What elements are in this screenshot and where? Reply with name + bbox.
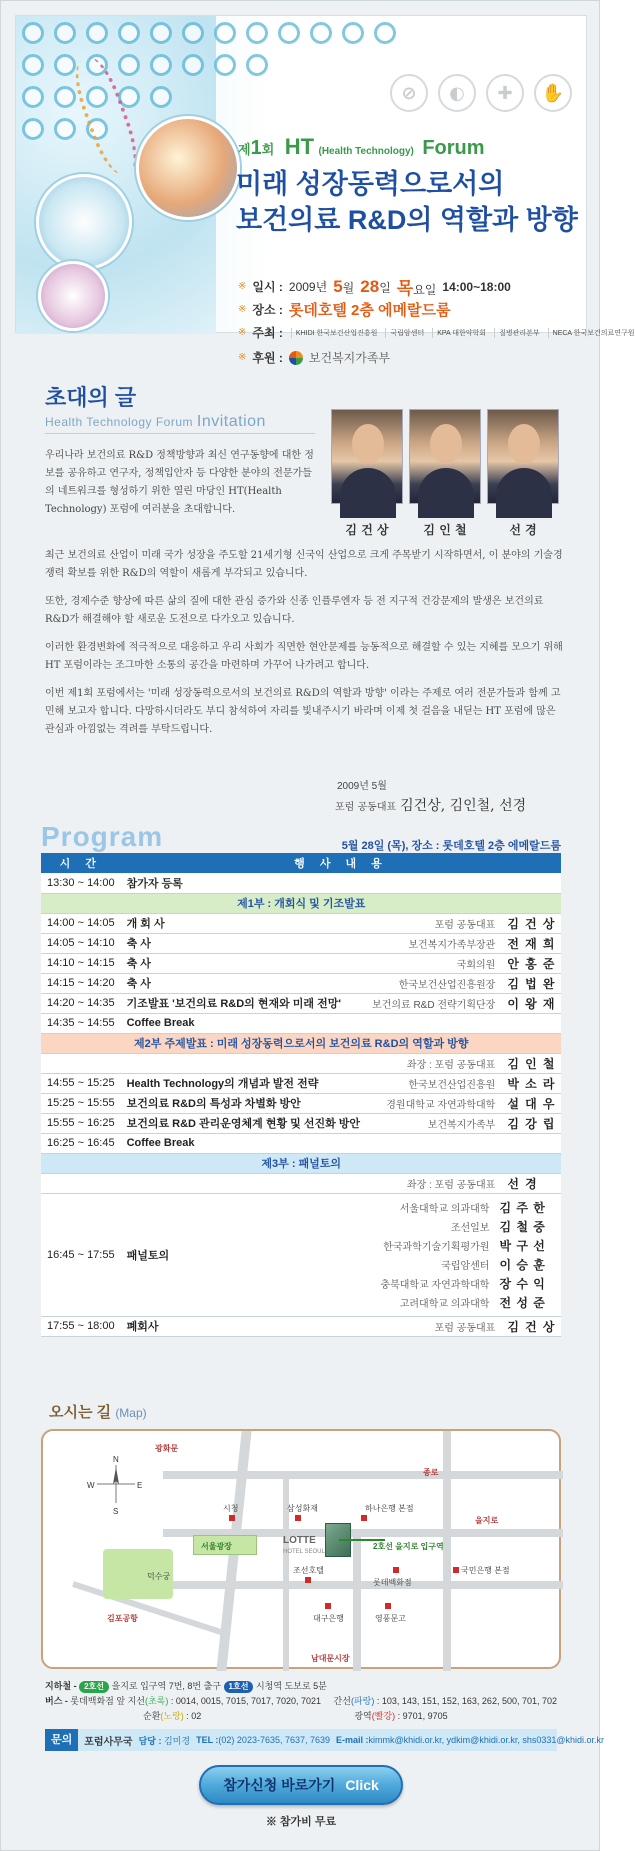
invitation-paragraph-1: 우리나라 보건의료 R&D 정책방향과 최신 연구동향에 대한 정보를 공유하고 연구자, 정책입안자 등 다양한 분야의 전문가들의 네트워크를 형성하기 위한 열린 마당인 HT(Health Technology) 포럼에 여러분을 초대합니다. — [45, 450, 314, 515]
part2-header: 제2부 주제발표 : 미래 성장동력으로서의 보건의료 R&D의 역할과 방향 — [41, 1033, 561, 1053]
map-label-lotte: LOTTE — [283, 1535, 316, 1546]
invitation-body — [45, 547, 567, 749]
map-label-deoksugung: 덕수궁 — [147, 1572, 171, 1581]
map-label-gimpo: 김포공항 — [107, 1614, 138, 1623]
panel-member: 한국과학기술기획평가원 박 구 선 — [383, 1238, 546, 1253]
program-section — [41, 821, 561, 1337]
map-label-station: 2호선 을지로 입구역 — [373, 1542, 444, 1551]
rep-card: 김 건 상 — [331, 409, 403, 538]
scientist-photo-circle — [136, 116, 240, 220]
panel-row: 16:45 ~ 17:55 패널토의 서울대학교 의과대학 김 주 한 조선일보 김 철 중 한국과학기술기획평가원 박 구 선 국립암센터 이 승 훈 충북대학교 자연과학대학 장 수 익 고려대학교 의과대학 전 성 준 — [41, 1193, 561, 1316]
representative-photos — [331, 409, 559, 538]
panel-member-list — [372, 1198, 555, 1312]
host-logo-kpa: KPA 대한약학회 — [432, 328, 486, 338]
lab-photo-circle — [36, 174, 132, 270]
bullet-mark-icon: ※ — [238, 281, 247, 292]
bullet-mark-icon: ※ — [238, 304, 247, 315]
rep-photo — [409, 409, 481, 504]
invitation-paragraph-5: 이번 제1회 포럼에서는 '미래 성장동력으로서의 보건의료 R&D의 역할과 방향' 이라는 주제로 여러 전문가들과 함께 고민해 보고자 합니다. 다망하시더라도 부디 참석하여 자리를 빛내주시기 바라며 이제 첫 걸음을 내딛는 HT 포럼에 많은 관심과 아낌없는 격려를 부탁드립니다. — [45, 688, 561, 735]
table-row: 좌장 : 포럼 공동대표 김 인 철 — [41, 1053, 561, 1073]
hands-icon: ✋ — [534, 74, 572, 112]
map-label-chosun: 조선호텔 — [293, 1566, 324, 1575]
forum-ht-sub: (Health Technology) — [318, 146, 414, 157]
host-logo-ncc: 국립암센터 — [385, 328, 424, 338]
contact-email-link[interactable]: kimmk@khidi.or.kr, ydkim@khidi.or.kr, shs0331@khidi.or.kr — [368, 1735, 605, 1745]
map-label-hana: 하나은행 본점 — [365, 1504, 414, 1513]
map-label-euljiro: 을지로 — [475, 1516, 499, 1525]
table-row: 14:00 ~ 14:05 개 회 사 포럼 공동대표 김 건 상 — [41, 913, 561, 933]
invitation-paragraph-4: 이러한 환경변화에 적극적으로 대응하고 우리 사회가 직면한 현안문제를 능동적으로 해결할 수 있는 지혜를 모으기 위해 HT 포럼이라는 조그마한 소통의 공간을 마련하며 가꾸어 나가려고 합니다. — [45, 642, 563, 671]
invitation-title: 초대의 글 — [45, 385, 137, 410]
invitation-date: 2009년 5월 — [337, 781, 387, 792]
table-row: 13:30 ~ 14:00 참가자 등록 — [41, 873, 561, 893]
forum-ht: HT — [284, 134, 315, 159]
forum-heading: 제1회 HT (Health Technology) Forum — [238, 134, 485, 159]
medical-cross-icon: ✚ — [486, 74, 524, 112]
event-date: ※ 일시 : 2009년 5월 28일 목요일 14:00~18:00 — [238, 276, 511, 298]
forum-title: 미래 성장동력으로서의 보건의료 R&D의 역할과 방향 — [236, 169, 578, 235]
header-icon-row — [390, 74, 572, 112]
map-label-daegu: 대구은행 — [313, 1614, 344, 1623]
header-banner — [15, 15, 635, 365]
table-header: 시 간 행 사 내 용 — [41, 853, 561, 873]
table-row: 14:20 ~ 14:35 기조발표 '보건의료 R&D의 현재와 미래 전망' 보건의료 R&D 전략기획단장 이 왕 재 — [41, 993, 561, 1013]
panel-member: 서울대학교 의과대학 김 주 한 — [399, 1200, 546, 1215]
capsule-icon: ⊘ — [390, 74, 428, 112]
invitation-section — [15, 381, 587, 814]
test-tube-photo-circle — [38, 261, 108, 331]
location-map: N S W E 광화문 종로 시청 삼성화재 하나은행 본점 을지로 서울광장 LOTTE HOTEL SEOUL 2호선 을지로 입구역 덕수궁 조선호텔 롯데백화점 국민은행 본점 김포공항 대구은행 영풍문고 남대문시장 — [41, 1429, 561, 1669]
map-label-youngpoong: 영풍문고 — [375, 1614, 406, 1623]
table-row: 16:25 ~ 16:45 Coffee Break — [41, 1133, 561, 1153]
map-label-gwanghwamun: 광화문 — [155, 1444, 179, 1453]
table-row: 14:55 ~ 15:25 Health Technology의 개념과 발전 전략 한국보건산업진흥원 박 소 라 — [41, 1073, 561, 1093]
forum-word: Forum — [422, 137, 485, 159]
bullet-mark-icon: ※ — [238, 352, 247, 363]
table-row: 좌장 : 포럼 공동대표 선 경 — [41, 1173, 561, 1193]
event-host: ※ 주최 : KHIDI 한국보건산업진흥원 국립암센터 KPA 대한약학회 질병관리본부 NECA 한국보건의료연구원 — [238, 326, 635, 340]
invitation-paragraph-3: 또한, 경제수준 향상에 따른 삶의 질에 대한 관심 증가와 신종 인플루엔자 등 전 지구적 건강문제의 발생은 보건의료 R&D가 해결해야 할 새로운 도전으로 다가오고 있습니다. — [45, 596, 544, 625]
program-table — [41, 853, 561, 1337]
program-when: 5월 28일 (목), 장소 : 롯데호텔 2층 에메랄드룸 — [341, 840, 561, 852]
ministry-logo-icon — [289, 351, 303, 365]
table-row: 14:15 ~ 14:20 축 사 한국보건산업진흥원장 김 법 완 — [41, 973, 561, 993]
map-label-jongno: 종로 — [423, 1468, 439, 1477]
compass-icon — [91, 1459, 141, 1509]
map-label-namdaemun: 남대문시장 — [311, 1654, 350, 1663]
bus-info-2: 순환(노랑) : 02 광역(빨강) : 9701, 9705 — [143, 1711, 448, 1721]
rep-photo — [331, 409, 403, 504]
invitation-subtitle: Health Technology Forum Invitation — [45, 413, 266, 430]
map-label-plaza: 서울광장 — [201, 1542, 232, 1551]
table-row: 14:05 ~ 14:10 축 사 보건복지가족부장관 전 재 희 — [41, 933, 561, 953]
organ-icon: ◐ — [438, 74, 476, 112]
line2-badge: 2호선 — [79, 1681, 109, 1693]
host-logo-kcdc: 질병관리본부 — [494, 328, 540, 338]
map-label-lotte-dept: 롯데백화점 — [373, 1578, 412, 1587]
transit-info — [45, 1679, 557, 1724]
map-label-kookmin: 국민은행 본점 — [461, 1566, 510, 1575]
host-logo-neca: NECA 한국보건의료연구원 — [548, 328, 635, 338]
panel-member: 국립암센터 이 승 훈 — [441, 1257, 546, 1272]
line1-badge: 1호선 — [224, 1681, 254, 1693]
event-place: ※ 장소 : 롯데호텔 2층 에메랄드룸 — [238, 302, 451, 319]
subway-info: 지하철 - 2호선 을지로 입구역 7번, 8번 출구 1호선 시청역 도보로 5분 — [45, 1681, 327, 1691]
rep-photo — [487, 409, 559, 504]
table-row: 14:10 ~ 14:15 축 사 국회의원 안 홍 준 — [41, 953, 561, 973]
table-row: 15:25 ~ 15:55 보건의료 R&D의 특성과 차별화 방안 경원대학교 자연과학대학 설 대 우 — [41, 1093, 561, 1113]
table-row: 14:35 ~ 14:55 Coffee Break — [41, 1013, 561, 1033]
map-label-samsung: 삼성화재 — [287, 1504, 318, 1513]
event-sponsor: ※ 후원 : 보건복지가족부 — [238, 351, 391, 365]
panel-member: 고려대학교 의과대학 전 성 준 — [399, 1295, 546, 1310]
rep-card: 김 인 철 — [409, 409, 481, 538]
contact-bar: 문의 포럼사무국 담당 : 김미경 TEL :(02) 2023-7635, 7637, 7639 E-mail :kimmk@khidi.or.kr, ydkim@khidi.or.kr, shs0331@khidi.or.kr — [45, 1729, 557, 1751]
rep-card: 선 경 — [487, 409, 559, 538]
contact-badge: 문의 — [45, 1729, 78, 1751]
invitation-paragraph-2: 최근 보건의료 산업이 미래 국가 성장을 주도할 21세기형 신국익 산업으로 크게 주목받기 시작하면서, 이 분야의 기술경쟁력 확보를 위한 R&D의 역할이 새롭게 부각되고 있습니다. — [45, 550, 563, 579]
bullet-mark-icon: ※ — [238, 327, 247, 338]
host-logo-khidi: KHIDI 한국보건산업진흥원 — [291, 328, 377, 338]
bus-info: 버스 - 롯데백화점 앞 지선(초록) : 0014, 0015, 7015, 7017, 7020, 7021 간선(파랑) : 103, 143, 151, 152, 163, 262, 500, 701, 702 — [45, 1696, 557, 1706]
panel-member: 조선일보 김 철 중 — [450, 1219, 546, 1234]
panel-member: 충북대학교 자연과학대학 장 수 익 — [380, 1276, 546, 1291]
part3-header: 제3부 : 패널토의 — [41, 1153, 561, 1173]
fee-note: ※ 참가비 무료 — [265, 1816, 337, 1828]
invitation-signature: 포럼 공동대표 김건상, 김인철, 선경 — [335, 798, 527, 814]
part1-header: 제1부 : 개회식 및 기조발표 — [41, 893, 561, 913]
table-row: 17:55 ~ 18:00 폐회사 포럼 공동대표 김 건 상 — [41, 1316, 561, 1336]
register-button[interactable]: 참가신청 바로가기 Click — [199, 1765, 403, 1805]
divider — [45, 433, 315, 434]
table-row: 15:55 ~ 16:25 보건의료 R&D 관리운영체계 현황 및 선진화 방안 보건복지가족부 김 강 립 — [41, 1113, 561, 1133]
program-title: Program — [41, 821, 164, 852]
map-label-cityhall: 시청 — [223, 1504, 239, 1513]
map-title: 오시는 길 (Map) — [49, 1404, 147, 1421]
